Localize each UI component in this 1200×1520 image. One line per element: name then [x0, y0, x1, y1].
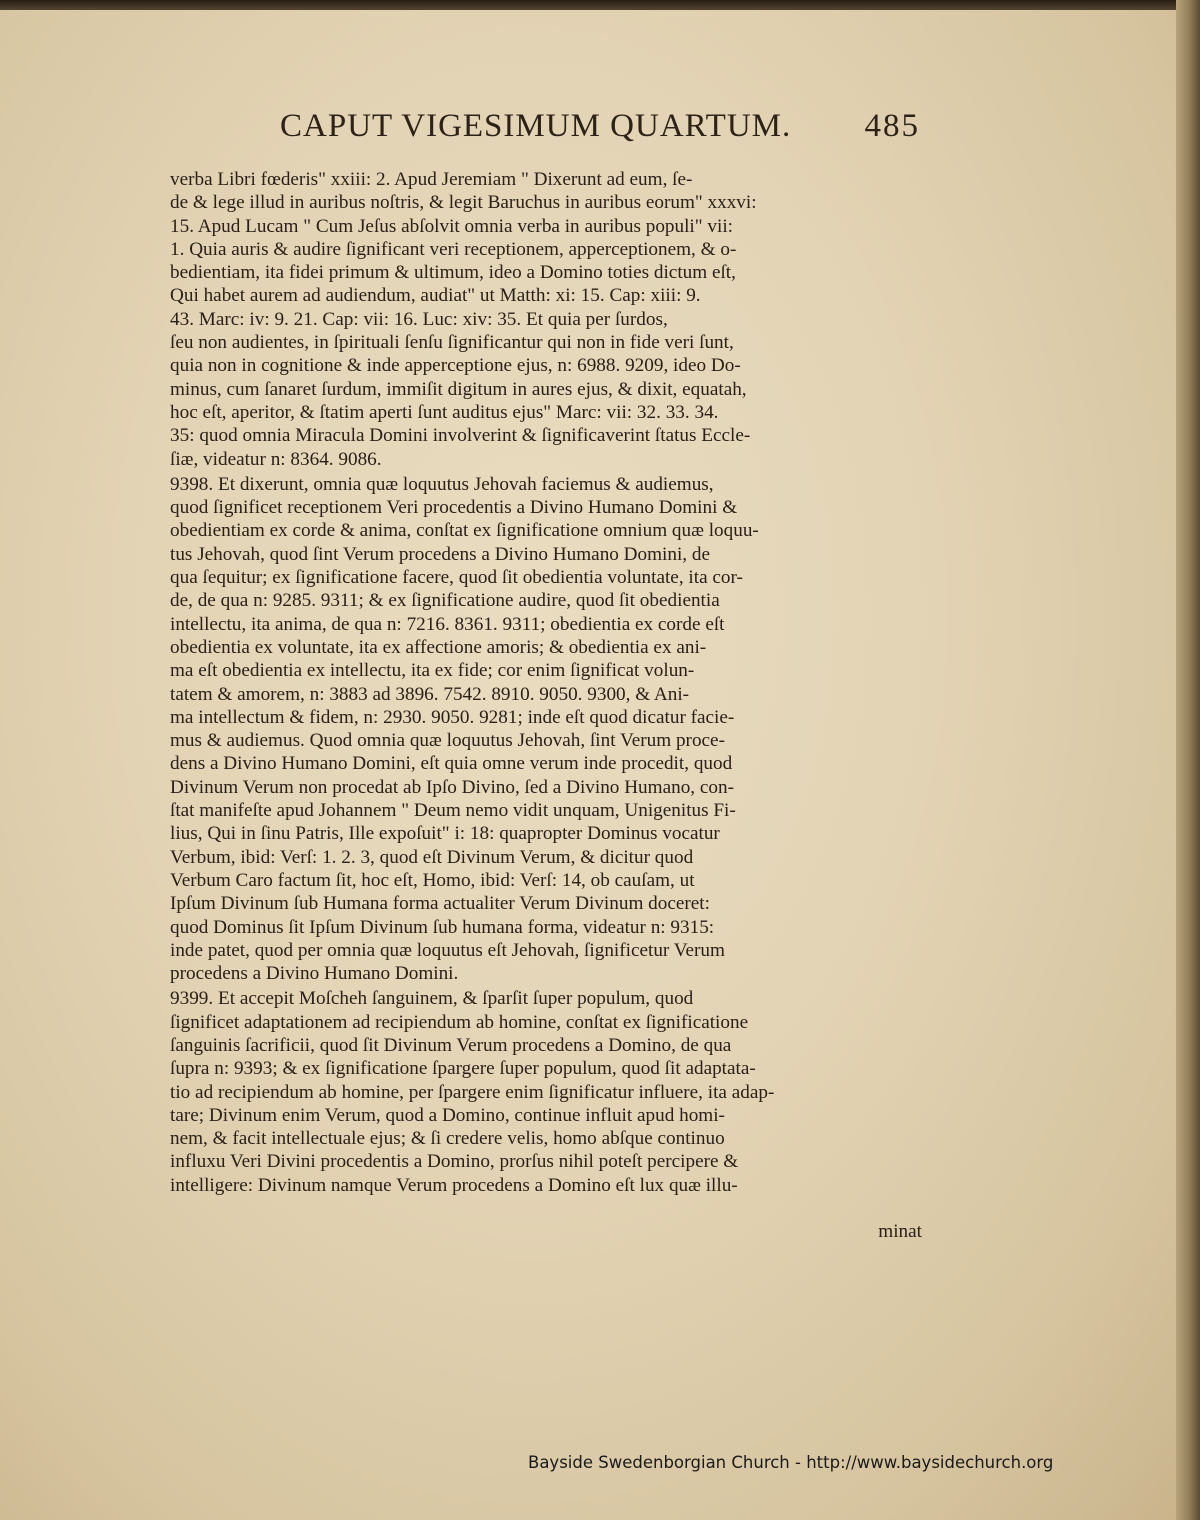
- body-text: [170, 168, 922, 1244]
- text-line: 1. Quia auris & audire ſignificant veri receptionem, apperceptionem, & o-: [170, 238, 737, 260]
- text-line: obedientia ex voluntate, ita ex affectione amoris; & obedientia ex ani-: [170, 636, 707, 658]
- text-line: minus, cum ſanaret ſurdum, immiſit digitum in aures ejus, & dixit, equatah,: [170, 378, 747, 400]
- text-line: quia non in cognitione & inde apperceptione ejus, n: 6988. 9209, ideo Do-: [170, 355, 741, 377]
- text-line: ma intellectum & fidem, n: 2930. 9050. 9281; inde eſt quod dicatur facie-: [170, 706, 735, 728]
- book-fore-edge: [1176, 0, 1200, 1520]
- text-line: ſeu non audientes, in ſpirituali ſenſu ſignificantur qui non in fide veri ſunt,: [170, 332, 734, 354]
- text-line: intellectu, ita anima, de qua n: 7216. 8361. 9311; obedientia ex corde eſt: [170, 613, 725, 635]
- text-line: obedientiam ex corde & anima, conſtat ex ſignificatione omnium quæ loquu-: [170, 520, 759, 542]
- text-line: ſtat manifeſte apud Johannem " Deum nemo vidit unquam, Unigenitus Fi-: [170, 800, 736, 822]
- text-line: Verbum, ibid: Verſ: 1. 2. 3, quod eſt Divinum Verum, & dicitur quod: [170, 846, 694, 868]
- page-number: 485: [864, 108, 920, 144]
- text-line: lius, Qui in ſinu Patris, Ille expoſuit" i: 18: quapropter Dominus vocatur: [170, 823, 720, 845]
- text-line: ma eſt obedientia ex intellectu, ita ex fide; cor enim ſignificat volun-: [170, 660, 695, 682]
- text-line: Verbum Caro factum ſit, hoc eſt, Homo, ibid: Verſ: 14, ob cauſam, ut: [170, 869, 695, 891]
- running-title: CAPUT VIGESIMUM QUARTUM.: [280, 108, 792, 144]
- text-line: ſiæ, videatur n: 8364. 9086.: [170, 448, 382, 470]
- text-line: ſupra n: 9393; & ex ſignificatione ſpargere ſuper populum, quod ſit adaptata-: [170, 1058, 756, 1080]
- text-line: ſignificet adaptationem ad recipiendum ab homine, conſtat ex ſignificatione: [170, 1011, 749, 1033]
- text-line: qua ſequitur; ex ſignificatione facere, quod ſit obedientia voluntate, ita cor-: [170, 567, 743, 589]
- text-line: procedens a Divino Humano Domini.: [170, 963, 459, 985]
- text-line: verba Libri fœderis" xxiii: 2. Apud Jeremiam " Dixerunt ad eum, ſe-: [170, 169, 693, 190]
- text-line: de & lege illud in auribus noſtris, & legit Baruchus in auribus eorum" xxxvi:: [170, 192, 757, 214]
- text-line: Qui habet aurem ad audiendum, audiat" ut Matth: xi: 15. Cap: xiii: 9.: [170, 285, 701, 307]
- text-line: 43. Marc: iv: 9. 21. Cap: vii: 16. Luc: xiv: 35. Et quia per ſurdos,: [170, 308, 668, 330]
- text-line: nem, & facit intellectuale ejus; & ſi credere velis, homo abſque continuo: [170, 1128, 725, 1150]
- text-line: tus Jehovah, quod ſint Verum procedens a Divino Humano Domini, de: [170, 543, 711, 565]
- text-line: 15. Apud Lucam " Cum Jeſus abſolvit omnia verba in auribus populi" vii:: [170, 215, 733, 237]
- page-header: [280, 108, 920, 154]
- text-line: Divinum Verum non procedat ab Ipſo Divino, ſed a Divino Humano, con-: [170, 776, 734, 798]
- text-line: Ipſum Divinum ſub Humana forma actualiter Verum Divinum doceret:: [170, 893, 710, 915]
- text-line: tio ad recipiendum ab homine, per ſpargere enim ſignificatur influere, ita adap-: [170, 1081, 775, 1103]
- text-line: 9398. Et dixerunt, omnia quæ loquutus Jehovah faciemus & audiemus,: [170, 473, 714, 495]
- text-line: ſanguinis ſacrificii, quod ſit Divinum Verum procedens a Domino, de qua: [170, 1034, 732, 1056]
- text-line: intelligere: Divinum namque Verum procedens a Domino eſt lux quæ illu-: [170, 1174, 738, 1196]
- text-line: mus & audiemus. Quod omnia quæ loquutus Jehovah, ſint Verum proce-: [170, 730, 725, 752]
- text-line: quod ſignificet receptionem Veri procedentis a Divino Humano Domini &: [170, 497, 738, 519]
- text-line: tare; Divinum enim Verum, quod a Domino, continue influit apud homi-: [170, 1104, 725, 1126]
- text-line: 35: quod omnia Miracula Domini involverint & ſignificaverint ſtatus Eccle-: [170, 425, 751, 447]
- catchword: minat: [878, 1221, 922, 1243]
- text-line: tatem & amorem, n: 3883 ad 3896. 7542. 8910. 9050. 9300, & Ani-: [170, 683, 690, 705]
- text-line: hoc eſt, aperitor, & ſtatim aperti ſunt auditus ejus" Marc: vii: 32. 33. 34.: [170, 401, 719, 423]
- text-line: de, de qua n: 9285. 9311; & ex ſignificatione audire, quod ſit obedientia: [170, 590, 720, 612]
- text-line: quod Dominus ſit Ipſum Divinum ſub humana forma, videatur n: 9315:: [170, 916, 715, 938]
- text-line: inde patet, quod per omnia quæ loquutus eſt Jehovah, ſignificetur Verum: [170, 939, 725, 961]
- text-line: [170, 1197, 922, 1220]
- text-line: 9399. Et accepit Moſcheh ſanguinem, & ſparſit ſuper populum, quod: [170, 988, 694, 1010]
- text-line: dens a Divino Humano Domini, eſt quia omne verum inde procedit, quod: [170, 753, 733, 775]
- footer-credit: Bayside Swedenborgian Church - http://www.baysidechurch.org: [528, 1453, 1054, 1472]
- text-line: bedientiam, ita fidei primum & ultimum, ideo a Domino toties dictum eſt,: [170, 262, 736, 284]
- text-line: influxu Veri Divini procedentis a Domino, prorſus nihil poteſt percipere &: [170, 1151, 739, 1173]
